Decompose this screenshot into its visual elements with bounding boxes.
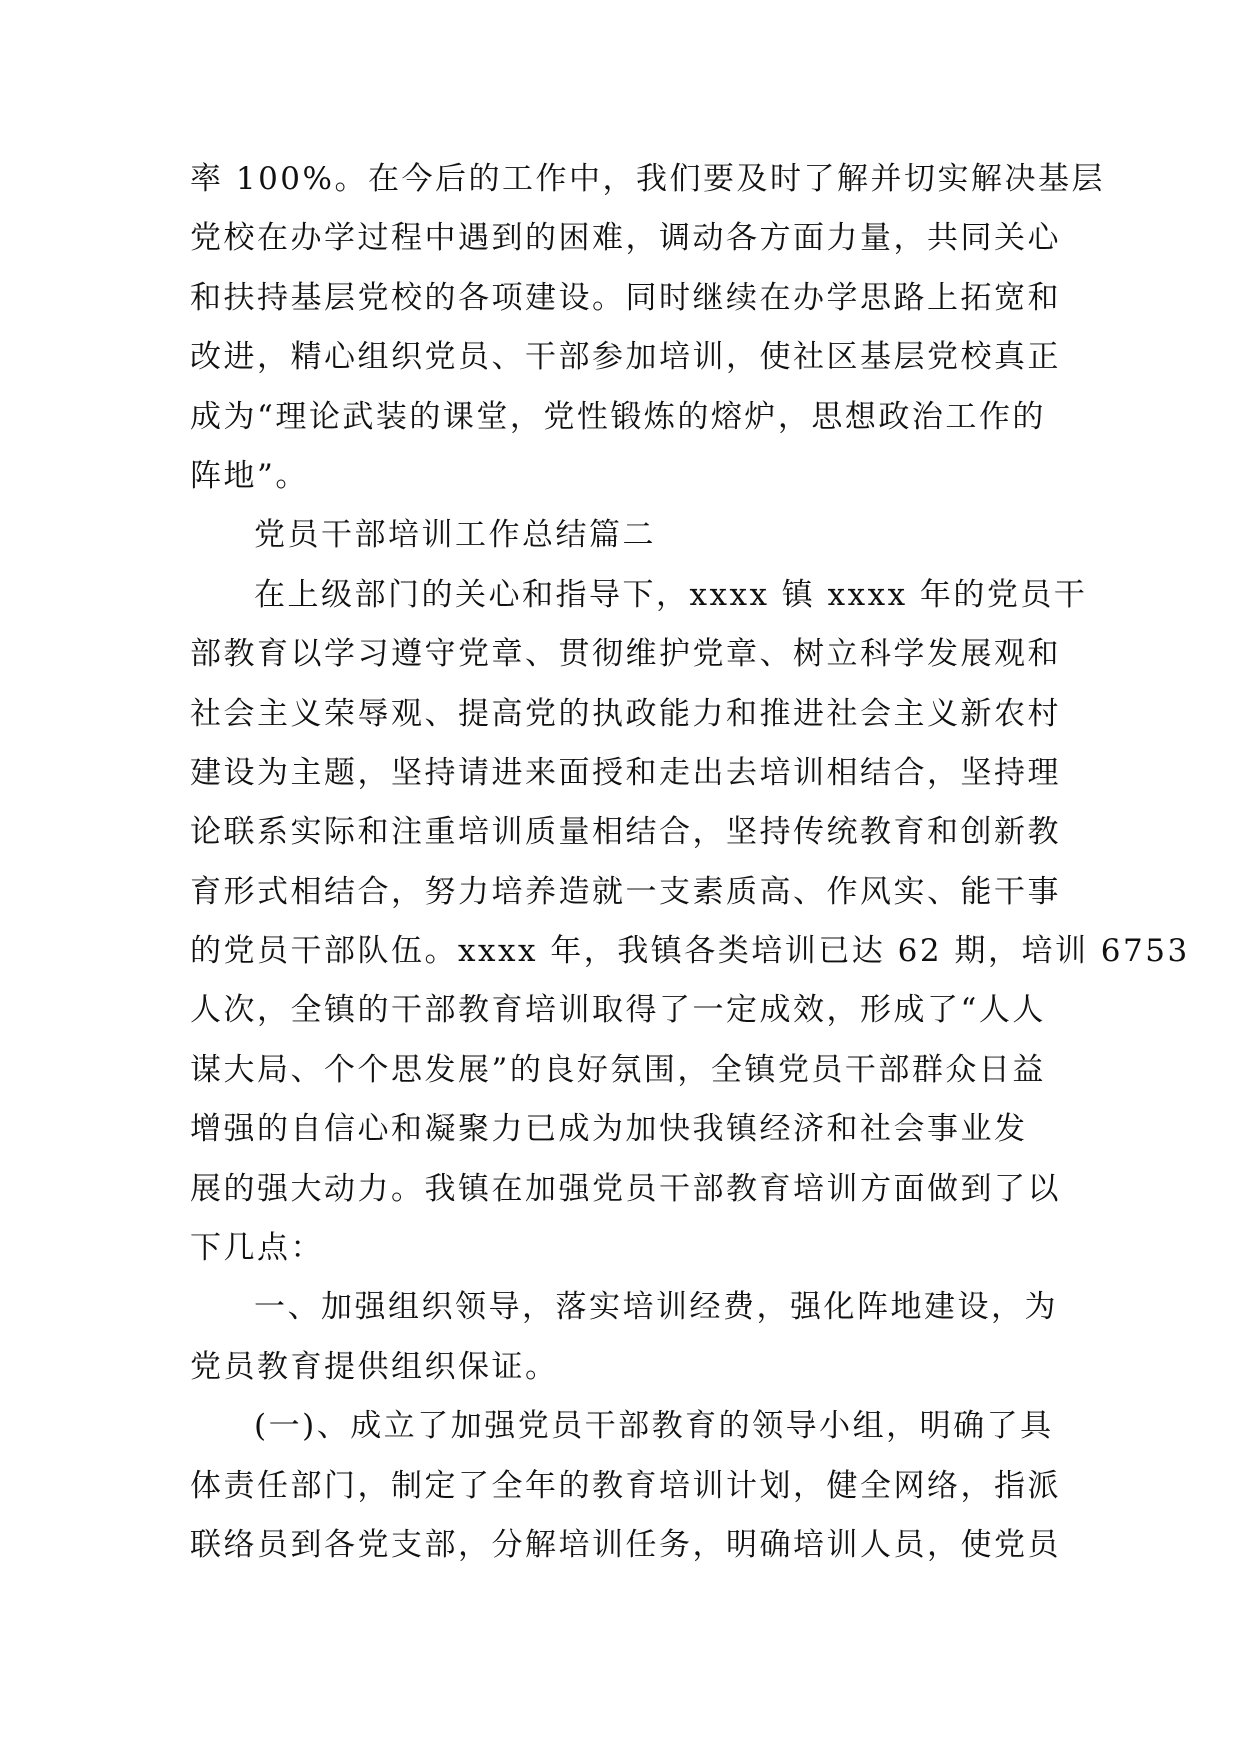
text-line: 部教育以学习遵守党章、贯彻维护党章、树立科学发展观和 xyxy=(190,636,1061,673)
text-line: 增强的自信心和凝聚力已成为加快我镇经济和社会事业发 xyxy=(190,1111,1028,1148)
text-line: 育形式相结合，努力培养造就一支素质高、作风实、能干事 xyxy=(190,873,1061,910)
text-line: 成为“理论武装的课堂，党性锻炼的熔炉，思想政治工作的 xyxy=(190,398,1046,435)
text-line: 阵地”。 xyxy=(190,457,309,494)
text-line: 论联系实际和注重培训质量相结合，坚持传统教育和创新教 xyxy=(190,814,1061,851)
text-line: 社会主义荣辱观、提高党的执政能力和推进社会主义新农村 xyxy=(190,695,1061,732)
text-line: 联络员到各党支部，分解培训任务，明确培训人员，使党员 xyxy=(190,1526,1061,1563)
text-line: 改进，精心组织党员、干部参加培训，使社区基层党校真正 xyxy=(190,339,1061,376)
text-line: 建设为主题，坚持请进来面授和走出去培训相结合，坚持理 xyxy=(190,754,1061,791)
text-line: (一)、成立了加强党员干部教育的领导小组，明确了具 xyxy=(254,1408,1054,1445)
text-line: 党校在办学过程中遇到的困难，调动各方面力量，共同关心 xyxy=(190,220,1061,257)
text-line: 的党员干部队伍。xxxx 年，我镇各类培训已达 62 期，培训 6753 xyxy=(190,933,1190,970)
text-line: 人次，全镇的干部教育培训取得了一定成效，形成了“人人 xyxy=(190,992,1046,1029)
section-heading: 党员干部培训工作总结篇二 xyxy=(254,517,656,554)
text-line: 谋大局、个个思发展”的良好氛围，全镇党员干部群众日益 xyxy=(190,1051,1046,1088)
text-line: 和扶持基层党校的各项建设。同时继续在办学思路上拓宽和 xyxy=(190,279,1061,316)
text-line: 率 100%。在今后的工作中，我们要及时了解并切实解决基层 xyxy=(190,161,1105,197)
text-line: 在上级部门的关心和指导下，xxxx 镇 xxxx 年的党员干 xyxy=(254,576,1088,613)
text-line: 展的强大动力。我镇在加强党员干部教育培训方面做到了以 xyxy=(190,1170,1061,1207)
document-body xyxy=(190,150,1190,1575)
text-line: 一、加强组织领导，落实培训经费，强化阵地建设，为 xyxy=(254,1289,1058,1326)
text-line: 党员教育提供组织保证。 xyxy=(190,1348,559,1385)
text-line: 体责任部门，制定了全年的教育培训计划，健全网络，指派 xyxy=(190,1467,1061,1504)
text-line: 下几点： xyxy=(190,1230,324,1267)
